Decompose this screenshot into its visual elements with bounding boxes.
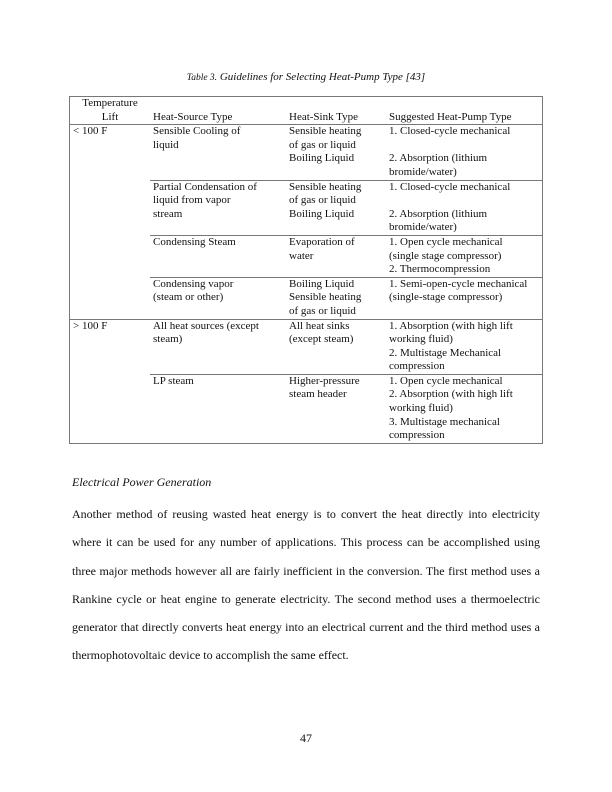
cell-heat-sink-line: (except steam) [289, 333, 354, 346]
cell-heat-pump-line: 3. Multistage mechanical [389, 415, 500, 428]
cell-heat-pump-line: compression [389, 360, 445, 373]
cell-heat-source [150, 235, 286, 277]
cell-heat-pump-line: 2. Thermocompression [389, 263, 491, 276]
cell-heat-sink-line: Evaporation of [289, 235, 355, 248]
cell-heat-sink-line: steam header [289, 388, 347, 401]
header-heat-pump: Suggested Heat-Pump Type [386, 97, 543, 125]
cell-heat-pump-line [389, 194, 539, 208]
cell-heat-sink-line: Higher-pressure [289, 374, 360, 387]
cell-heat-pump-line: (single-stage compressor) [389, 291, 503, 304]
cell-heat-pump-line: 2. Absorption (lithium [389, 207, 488, 220]
cell-heat-pump-line: working fluid) [389, 333, 453, 346]
cell-heat-sink-line: water [289, 249, 314, 262]
cell-heat-source [150, 125, 286, 180]
cell-heat-source [150, 180, 286, 235]
cell-heat-source-line: liquid from vapor [153, 194, 231, 207]
table-header-row [70, 97, 543, 125]
cell-temperature-lift: < 100 F [73, 125, 108, 138]
section-heading: Electrical Power Generation [72, 475, 212, 489]
table-row [70, 319, 543, 374]
header-lift-line1: Temperature [82, 97, 138, 109]
table-caption [0, 71, 612, 83]
cell-heat-source [150, 374, 286, 443]
cell-heat-sink-line: Boiling Liquid [289, 277, 355, 290]
cell-heat-sink-line: Sensible heating [289, 180, 362, 193]
cell-heat-sink-line: of gas or liquid [289, 138, 356, 151]
cell-heat-pump [386, 235, 543, 277]
cell-heat-source-line: (steam or other) [153, 291, 224, 304]
cell-heat-source-line: liquid [153, 138, 179, 151]
table-body [70, 125, 543, 444]
header-heat-sink: Heat-Sink Type [286, 97, 386, 125]
cell-heat-pump-line: 1. Open cycle mechanical [389, 374, 503, 387]
cell-heat-sink [286, 319, 386, 374]
cell-heat-sink [286, 374, 386, 443]
cell-heat-pump-line [389, 139, 539, 153]
heat-pump-table [69, 96, 543, 444]
cell-heat-pump-line: compression [389, 429, 445, 442]
cell-heat-sink-line: Boiling Liquid [289, 207, 355, 220]
cell-heat-sink-line: Sensible heating [289, 291, 362, 304]
cell-heat-sink [286, 235, 386, 277]
cell-heat-pump-line: 1. Semi-open-cycle mechanical [389, 277, 528, 290]
cell-heat-pump-line: 2. Absorption (lithium [389, 152, 488, 165]
cell-heat-pump-line: 2. Absorption (with high lift [389, 388, 513, 401]
cell-heat-sink-line: of gas or liquid [289, 304, 356, 317]
cell-heat-source-line: LP steam [153, 374, 194, 387]
cell-heat-source-line: Partial Condensation of [153, 180, 257, 193]
cell-heat-pump-line: 1. Closed-cycle mechanical [389, 180, 511, 193]
cell-heat-source-line: Condensing vapor [153, 277, 234, 290]
cell-heat-source-line: Condensing Steam [153, 235, 236, 248]
cell-heat-source-line: steam) [153, 333, 183, 346]
cell-heat-pump [386, 125, 543, 180]
cell-heat-pump-line: 1. Absorption (with high lift [389, 319, 513, 332]
cell-heat-pump [386, 374, 543, 443]
body-paragraph: Another method of reusing wasted heat energy is to convert the heat directly into electricity where it can be used for any number of applications. This process can be accomplished using three major methods however all are fairly inefficient in the conversion. The first method uses a Rankine cycle or heat engine to generate electricity. The second method uses a thermoelectric generator that directly converts heat energy into an electrical current and the third method uses a thermophotovoltaic device to accomplish the same effect. [72, 507, 540, 663]
table-caption-label: Table 3. [186, 73, 218, 83]
cell-heat-source-line: All heat sources (except [153, 319, 259, 332]
cell-heat-sink [286, 125, 386, 180]
cell-heat-sink-line: All heat sinks [289, 319, 350, 332]
header-temperature-lift [70, 97, 151, 125]
page-number: 47 [300, 731, 312, 745]
cell-heat-source-line: Sensible Cooling of [153, 125, 241, 138]
header-heat-source: Heat-Source Type [150, 97, 286, 125]
cell-heat-sink-line: Sensible heating [289, 125, 362, 138]
cell-heat-pump-line: 1. Closed-cycle mechanical [389, 125, 511, 138]
header-lift-line2: Lift [101, 110, 119, 123]
cell-heat-sink [286, 180, 386, 235]
cell-heat-sink [286, 277, 386, 319]
cell-heat-pump-line: 1. Open cycle mechanical [389, 235, 503, 248]
cell-heat-sink-line: of gas or liquid [289, 194, 356, 207]
cell-heat-source [150, 277, 286, 319]
cell-heat-pump [386, 319, 543, 374]
cell-heat-source [150, 319, 286, 374]
cell-heat-pump-line: bromide/water) [389, 221, 457, 234]
cell-heat-source-line: stream [153, 207, 183, 220]
cell-heat-pump-line: 2. Multistage Mechanical [389, 346, 502, 359]
cell-heat-sink-line: Boiling Liquid [289, 152, 355, 165]
cell-temperature-lift: > 100 F [70, 319, 151, 443]
cell-heat-pump-line: working fluid) [389, 402, 453, 415]
cell-heat-pump-line: (single stage compressor) [389, 249, 502, 262]
table-row [70, 125, 543, 180]
table-caption-title: Guidelines for Selecting Heat-Pump Type [43] [219, 71, 426, 83]
cell-heat-pump [386, 180, 543, 235]
cell-heat-pump-line: bromide/water) [389, 165, 457, 178]
cell-heat-pump [386, 277, 543, 319]
